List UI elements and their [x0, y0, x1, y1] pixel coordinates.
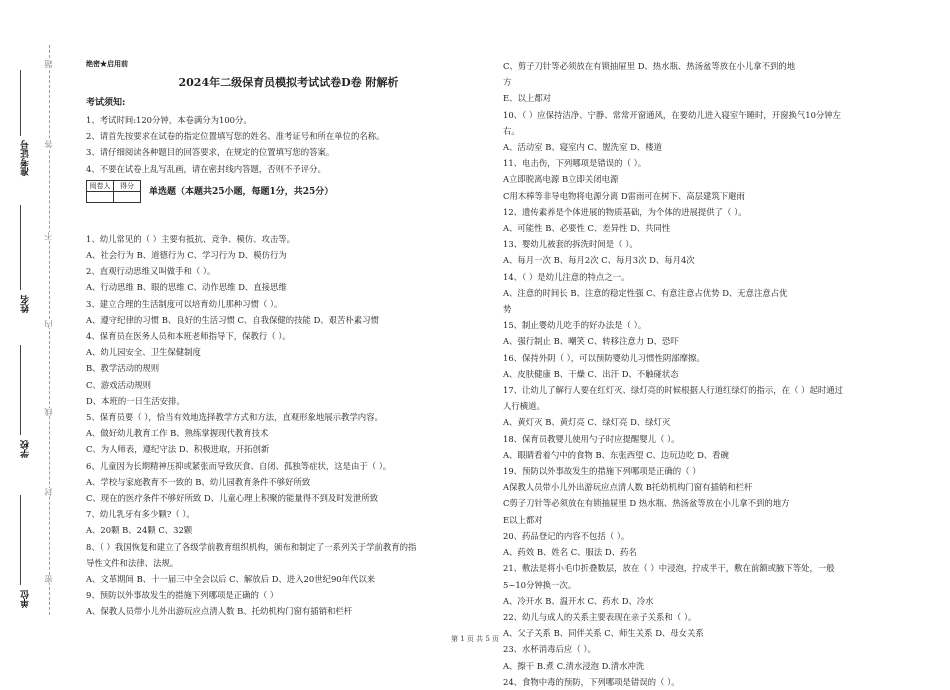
question-line: A、擦干 B.煮 C.清水浸泡 D.清水冲洗: [503, 660, 645, 671]
seal-mark: 题: [44, 60, 53, 68]
question-line: 1、幼儿常见的（ ）主要有抵抗、竞争、模仿、攻击等。: [86, 233, 295, 244]
candidate-number-blank: [20, 70, 21, 136]
seal-line: [49, 45, 50, 615]
question-line: 15、制止婴幼儿吃手的好办法是（ ）。: [503, 320, 647, 331]
question-line: 12、遗传素养是个体进展的物质基础，为个体的进展提供了（ ）。: [503, 206, 747, 217]
binding-margin: [0, 0, 75, 671]
question-line: A、黄灯灭 B、黄灯亮 C、绿灯亮 D、绿灯灭: [503, 417, 671, 428]
question-line: 方: [503, 77, 512, 88]
question-line: A、幼儿园安全、卫生保健制度: [86, 347, 201, 358]
name-label: 姓名: [21, 295, 31, 313]
question-line: C用木棒等非导电物将电源分离 D雷雨可在树下、高层建筑下避雨: [503, 190, 745, 201]
notice-item: 4、不要在试卷上乱写乱画，请在密封线内答题，否则不予评分。: [86, 163, 326, 174]
question-line: 18、保育员教婴儿使用勺子时应提醒婴儿（ ）。: [503, 433, 680, 444]
question-line: A、可能性 B、必要性 C、差异性 D、共同性: [503, 223, 671, 234]
question-line: A、文革期间 B、十一届三中全会以后 C、解放后 D、进入20世纪90年代以来: [86, 574, 376, 585]
grader-cell: 阅卷人: [87, 181, 114, 192]
question-line: A、20颗 B、24颗 C、32颗: [86, 525, 193, 536]
question-line: 右。: [503, 125, 520, 136]
section-title: 单选题（本题共25小题，每题1分，共25分）: [149, 186, 334, 197]
unit-blank: [20, 495, 21, 585]
question-line: 11、电击伤，下列哪项是错误的（ ）。: [503, 158, 647, 169]
question-line: 7、幼儿乳牙有多少颗?（ ）。: [86, 509, 195, 520]
spacer: [86, 209, 491, 231]
question-line: 2、直观行动思维又叫做手和（ ）。: [86, 266, 216, 277]
question-line: 3、建立合理的生活制度可以培育幼儿那种习惯（ ）。: [86, 298, 283, 309]
score-cell: 得分: [114, 181, 141, 192]
question-line: A、遵守纪律的习惯 B、良好的生活习惯 C、自我保健的技能 D、艰苦朴素习惯: [86, 314, 379, 325]
question-line: E、以上都对: [503, 93, 551, 104]
question-line: A、父子关系 B、同伴关系 C、师生关系 D、母女关系: [503, 628, 704, 639]
question-line: 20、药品登记的内容不包括（ ）。: [503, 530, 630, 541]
question-line: C、剪子刀针等必须放在有锁抽屉里 D、热水瓶、热汤盆等放在小儿拿不到的地: [503, 61, 796, 71]
question-line: C、现在的医疗条件不够好所致 D、儿童心理上积聚的能量得不到及时发泄所致: [86, 493, 379, 504]
question-line: 10、（ ）应保持洁净、宁静、常常开窗通风，在要幼儿进入寝室午睡时，开窗换气10分钟左: [503, 109, 842, 120]
school-blank: [20, 345, 21, 435]
question-line: 13、婴幼儿被套的拆洗时间是（ ）。: [503, 239, 638, 250]
seal-mark: 封: [44, 488, 53, 496]
seal-mark: 答: [44, 140, 53, 148]
question-line: 人行横道。: [503, 401, 545, 412]
question-line: A、强行制止 B、嘲笑 C、转移注意力 D、恐吓: [503, 336, 679, 347]
candidate-number-label: 准考证号: [21, 140, 31, 176]
question-line: A、眼睛看着勺中的食物 B、东张西望 C、边玩边吃 D、看碗: [503, 449, 729, 460]
question-line: 4、保育员在医务人员和本班老师指导下，保教行（ ）。: [86, 331, 291, 342]
score-row: [86, 179, 491, 205]
question-line: C、游戏活动规则: [86, 379, 152, 390]
notice-item: 2、请首先按要求在试卷的指定位置填写您的姓名、准考证号和所在单位的名称。: [86, 131, 385, 142]
secret-mark: 绝密★启用前: [86, 59, 128, 68]
question-line: 19、预防以外事故发生的措施下列哪项是正确的（ ）: [503, 466, 701, 477]
question-line: 5、保育员要（ ），恰当有效地选择教学方式和方法，直观形象地展示教学内容。: [86, 412, 383, 423]
score-table: [86, 180, 141, 203]
question-line: 14、（ ）是幼儿注意的特点之一。: [503, 271, 630, 282]
right-questions: [503, 58, 908, 690]
question-line: 9、预防以外事故发生的措施下列哪项是正确的（ ）: [86, 590, 279, 601]
question-line: A、保教人员带小儿外出游玩应点清人数 B、托幼机构门窗有插销和栏杆: [86, 606, 353, 617]
question-line: A、学校与家庭教育不一致的 B、幼儿园教育条件不够好所致: [86, 476, 311, 487]
question-line: 8、（ ）我国恢复和建立了各级学前教育组织机构，颁布和制定了一系列关于学前教育的指: [86, 541, 417, 552]
name-blank: [20, 205, 21, 290]
question-line: B、教学活动的规则: [86, 363, 160, 374]
seal-mark: 不: [44, 232, 53, 240]
grader-blank[interactable]: [87, 192, 114, 203]
unit-label: 单位: [21, 590, 31, 608]
question-line: 23、水杯消毒后应（ ）。: [503, 644, 596, 655]
question-line: A、冷开水 B、温开水 C、药水 D、冷水: [503, 595, 654, 606]
page-footer: 第 1 页 共 5 页: [450, 635, 500, 643]
question-line: A、药效 B、姓名 C、服法 D、药名: [503, 547, 637, 558]
question-line: 5~10分钟换一次。: [503, 579, 577, 590]
question-line: 势: [503, 304, 512, 315]
question-line: 21、敷法是将小毛巾折叠数层，放在（ ）中浸泡，拧成半干，敷在前额或腋下等处，一般: [503, 563, 835, 574]
exam-title: 2024年二级保育员模拟考试试卷D卷 附解析: [178, 76, 399, 89]
question-line: 6、儿童因为长期精神压抑或紧张而导致厌食、自闭、孤独等症状，这是由于（ ）。: [86, 460, 392, 471]
school-label: 学校: [21, 440, 31, 458]
left-questions: [86, 231, 491, 620]
question-line: E以上都对: [503, 514, 543, 525]
question-line: C剪子刀针等必须放在有锁抽屉里 D 热水瓶、热汤盆等放在小儿拿不到的地方: [503, 498, 790, 509]
notice-heading: 考试须知:: [86, 98, 126, 108]
question-line: D、本班的一日生活安排。: [86, 395, 185, 406]
right-column: [503, 58, 908, 690]
question-line: 17、让幼儿了解行人要在红灯灭、绿灯亮的时候根据人行道红绿灯的指示，在（ ）起时通过: [503, 385, 843, 396]
notice-item: 3、请仔细阅读各种题目的回答要求，在规定的位置填写您的答案。: [86, 147, 335, 158]
question-line: C、为人师表，遵纪守法 D、积极进取，开拓创新: [86, 444, 270, 455]
question-line: 导性文件和法律、法规。: [86, 557, 179, 568]
question-line: 16、保持外阴（ ），可以预防婴幼儿习惯性阴部摩擦。: [503, 352, 705, 363]
question-line: A、社会行为 B、道德行为 C、学习行为 D、模仿行为: [86, 250, 287, 261]
seal-mark: 线: [44, 408, 53, 416]
question-line: A、做好幼儿教育工作 B、熟练掌握现代教育技术: [86, 428, 269, 439]
question-line: A、皮肤健康 B、干燥 C、出汗 D、不触碰状态: [503, 368, 679, 379]
question-line: A、行动思维 B、眼的思维 C、动作思维 D、直接思维: [86, 282, 287, 293]
seal-mark: 内: [44, 320, 53, 328]
notice-item: 1、考试时间:120分钟，本卷满分为100分。: [86, 115, 252, 125]
score-blank[interactable]: [114, 192, 141, 203]
question-line: A、注意的时间长 B、注意的稳定性强 C、有意注意占优势 D、无意注意占优: [503, 287, 788, 298]
question-line: A立即脱离电源 B立即关闭电源: [503, 174, 619, 185]
question-line: 22、幼儿与成人的关系主要表现在亲子关系和（ ）。: [503, 611, 697, 622]
seal-mark: 密: [44, 575, 53, 583]
question-line: 24、食物中毒的预防，下列哪项是错误的（ ）。: [503, 676, 680, 687]
question-line: A、活动室 B、寝室内 C、盥洗室 D、楼道: [503, 142, 662, 153]
question-line: A保教人员带小儿外出游玩应点清人数 B托幼机构门窗有插销和栏杆: [503, 482, 753, 493]
left-column: [86, 58, 491, 620]
question-line: A、每月一次 B、每月2次 C、每月3次 D、每月4次: [503, 255, 695, 266]
